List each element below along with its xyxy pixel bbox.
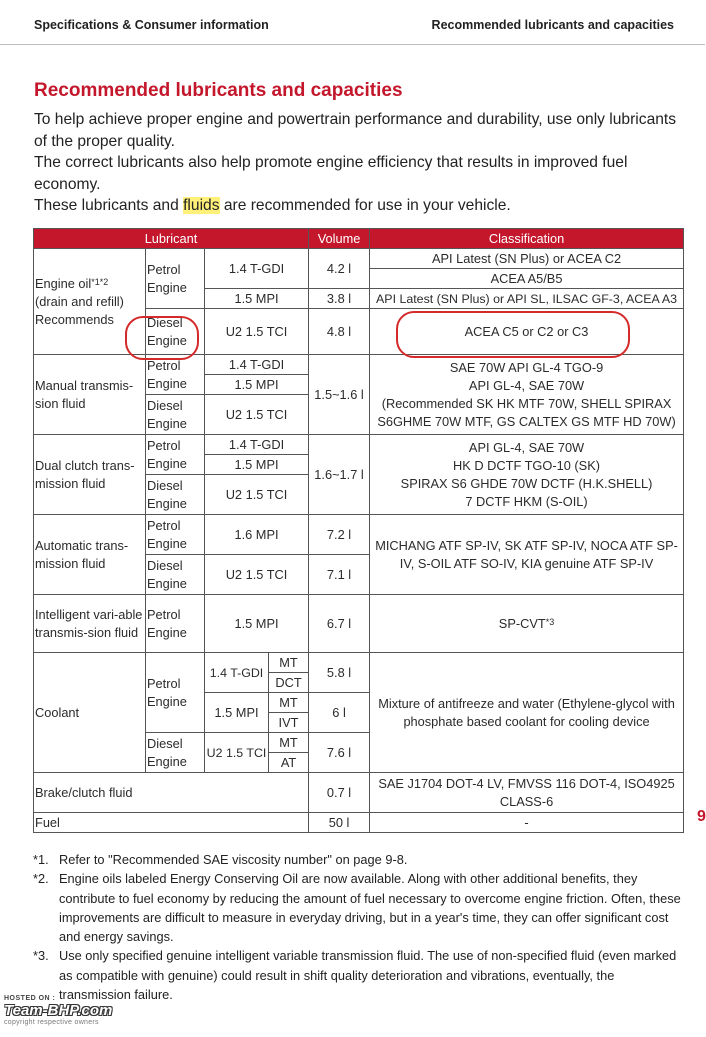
table-row [34, 595, 684, 653]
manual-petrol: Petrol Engine [146, 355, 205, 395]
watermark-copyright: copyright respective owners [4, 1019, 99, 1026]
intro-p3-before: These lubricants and [34, 197, 184, 214]
engine-oil-mpi-class: API Latest (SN Plus) or API SL, ILSAC GF-3, ACEA A3 [370, 289, 684, 309]
footnotes [33, 850, 688, 1004]
dct-diesel: Diesel Engine [146, 475, 205, 515]
ivt-petrol: Petrol Engine [146, 595, 205, 653]
coolant-tci-volume: 7.6 l [309, 733, 370, 773]
engine-oil-tgdi-class-2: ACEA A5/B5 [370, 269, 684, 289]
dct-volume: 1.6~1.7 l [309, 435, 370, 515]
auto-tci-volume: 7.1 l [309, 555, 370, 595]
watermark-logo: Team-BHP.com [4, 1002, 113, 1019]
table-row [34, 515, 684, 555]
engine-oil-diesel-class: ACEA C5 or C2 or C3 [370, 309, 684, 355]
coolant-tci-at: AT [269, 753, 309, 773]
watermark-hosted: HOSTED ON : [4, 995, 56, 1002]
ivt-label: Intelligent vari-able transmis-sion fluid [34, 595, 146, 653]
manual-tci: U2 1.5 TCI [205, 395, 309, 435]
brake-label: Brake/clutch fluid [34, 773, 309, 813]
coolant-tgdi-volume: 5.8 l [309, 653, 370, 693]
footnote-text: Refer to "Recommended SAE viscosity number" on page 9-8. [59, 852, 408, 867]
manual-class: SAE 70W API GL-4 TGO-9 API GL-4, SAE 70W (Recommended SK HK MTF 70W, SHELL SPIRAX S6GHME 70W MTF, GS CALTEX GS MTF HD 70W) [370, 355, 684, 435]
manual-tgdi: 1.4 T-GDI [205, 355, 309, 375]
intro-paragraph-1: To help achieve proper engine and powertrain performance and durability, use only lubricants of the proper quality. [34, 111, 677, 150]
dct-class: API GL-4, SAE 70W HK D DCTF TGO-10 (SK) SPIRAX S6 GHDE 70W DCTF (H.K.SHELL) 7 DCTF HKM (S-OIL) [370, 435, 684, 515]
dct-petrol: Petrol Engine [146, 435, 205, 475]
intro-text [34, 109, 684, 217]
engine-oil-tci: U2 1.5 TCI [205, 309, 309, 355]
engine-oil-petrol: Petrol Engine [146, 249, 205, 309]
engine-oil-diesel-volume: 4.8 l [309, 309, 370, 355]
manual-mpi: 1.5 MPI [205, 375, 309, 395]
coolant-tgdi: 1.4 T-GDI [205, 653, 269, 693]
coolant-class: Mixture of antifreeze and water (Ethylene-glycol with phosphate based coolant for cooling device [370, 653, 684, 773]
fuel-volume: 50 l [309, 813, 370, 833]
auto-mpi-volume: 7.2 l [309, 515, 370, 555]
ivt-class: SP-CVT [498, 615, 546, 631]
coolant-mpi: 1.5 MPI [205, 693, 269, 733]
coolant-mpi-mt: MT [269, 693, 309, 713]
coolant-mpi-ivt: IVT [269, 713, 309, 733]
auto-petrol: Petrol Engine [146, 515, 205, 555]
engine-oil-tgdi-class-1: API Latest (SN Plus) or ACEA C2 [370, 249, 684, 269]
dct-label: Dual clutch trans-mission fluid [34, 435, 146, 515]
header-lubricant: Lubricant [34, 229, 309, 249]
manual-volume: 1.5~1.6 l [309, 355, 370, 435]
engine-oil-tgdi: 1.4 T-GDI [205, 249, 309, 289]
table-header-row [34, 229, 684, 249]
coolant-label: Coolant [34, 653, 146, 773]
fuel-label: Fuel [34, 813, 309, 833]
table-row [34, 773, 684, 813]
auto-tci: U2 1.5 TCI [205, 555, 309, 595]
footnote-number: *1. [33, 852, 49, 867]
footnote [33, 850, 688, 869]
header-divider [0, 44, 705, 45]
header-volume: Volume [309, 229, 370, 249]
table-row [34, 813, 684, 833]
engine-oil-mpi-volume: 3.8 l [309, 289, 370, 309]
manual-label: Manual transmis-sion fluid [34, 355, 146, 435]
coolant-mpi-volume: 6 l [309, 693, 370, 733]
coolant-tgdi-mt: MT [269, 653, 309, 673]
footnote-text: Use only specified genuine intelligent variable transmission fluid. The use of non-specified fluid (even marked as compatible with genuine) could result in shift quality deterioration and vibrations, eventually, the transmission failure. [59, 948, 677, 1003]
table-row [34, 249, 684, 269]
footnote [33, 869, 688, 946]
coolant-tci-mt: MT [269, 733, 309, 753]
header-right: Recommended lubricants and capacities [431, 18, 674, 32]
annotation-circle-diesel [125, 316, 199, 360]
brake-class: SAE J1704 DOT-4 LV, FMVSS 116 DOT-4, ISO4925 CLASS-6 [370, 773, 684, 813]
coolant-tci: U2 1.5 TCI [205, 733, 269, 773]
ivt-mpi: 1.5 MPI [205, 595, 309, 653]
engine-oil-name: Engine oil [35, 275, 92, 291]
table-row [34, 435, 684, 455]
intro-paragraph-3 [34, 195, 684, 217]
table-row [34, 653, 684, 673]
ivt-volume: 6.7 l [309, 595, 370, 653]
dct-tci: U2 1.5 TCI [205, 475, 309, 515]
auto-label: Automatic trans-mission fluid [34, 515, 146, 595]
auto-class: MICHANG ATF SP-IV, SK ATF SP-IV, NOCA ATF SP-IV, S-OIL ATF SO-IV, KIA genuine ATF SP-IV [370, 515, 684, 595]
page-title: Recommended lubricants and capacities [34, 80, 403, 101]
intro-paragraph-2: The correct lubricants also help promote engine efficiency that results in improved fuel economy. [34, 154, 628, 193]
manual-diesel: Diesel Engine [146, 395, 205, 435]
engine-oil-rest: (drain and refill) Recommends [35, 293, 124, 327]
ivt-class-cell [370, 595, 684, 653]
footnote-number: *2. [33, 871, 49, 887]
fuel-class: - [370, 813, 684, 833]
coolant-diesel: Diesel Engine [146, 733, 205, 773]
highlighted-word: fluids [183, 197, 220, 214]
coolant-tgdi-dct: DCT [269, 673, 309, 693]
engine-oil-mpi: 1.5 MPI [205, 289, 309, 309]
dct-tgdi: 1.4 T-GDI [205, 435, 309, 455]
auto-diesel: Diesel Engine [146, 555, 205, 595]
header-classification: Classification [370, 229, 684, 249]
coolant-petrol: Petrol Engine [146, 653, 205, 733]
footnote [33, 946, 688, 1004]
footnote-number: *3. [33, 948, 49, 964]
brake-volume: 0.7 l [309, 773, 370, 813]
header-left: Specifications & Consumer information [34, 18, 269, 32]
engine-oil-tgdi-volume: 4.2 l [309, 249, 370, 289]
page-edge-mark: 9 [697, 808, 706, 825]
watermark [4, 995, 112, 1026]
ivt-class-sup: *3 [545, 616, 555, 627]
engine-oil-sup: *1*2 [91, 276, 109, 287]
intro-p3-after: are recommended for use in your vehicle. [219, 197, 511, 214]
engine-oil-diesel: Diesel Engine [146, 309, 205, 355]
footnote-text: Engine oils labeled Energy Conserving Oil are now available. Along with other additional benefits, they contribute to fuel economy by reducing the amount of fuel necessary to overcome engine friction. Often, these improvements are difficult to measure in everyday driving, but in a year's time, they can offer significant cost and energy savings. [59, 871, 681, 945]
annotation-circle-classification [396, 311, 630, 358]
dct-mpi: 1.5 MPI [205, 455, 309, 475]
auto-mpi: 1.6 MPI [205, 515, 309, 555]
